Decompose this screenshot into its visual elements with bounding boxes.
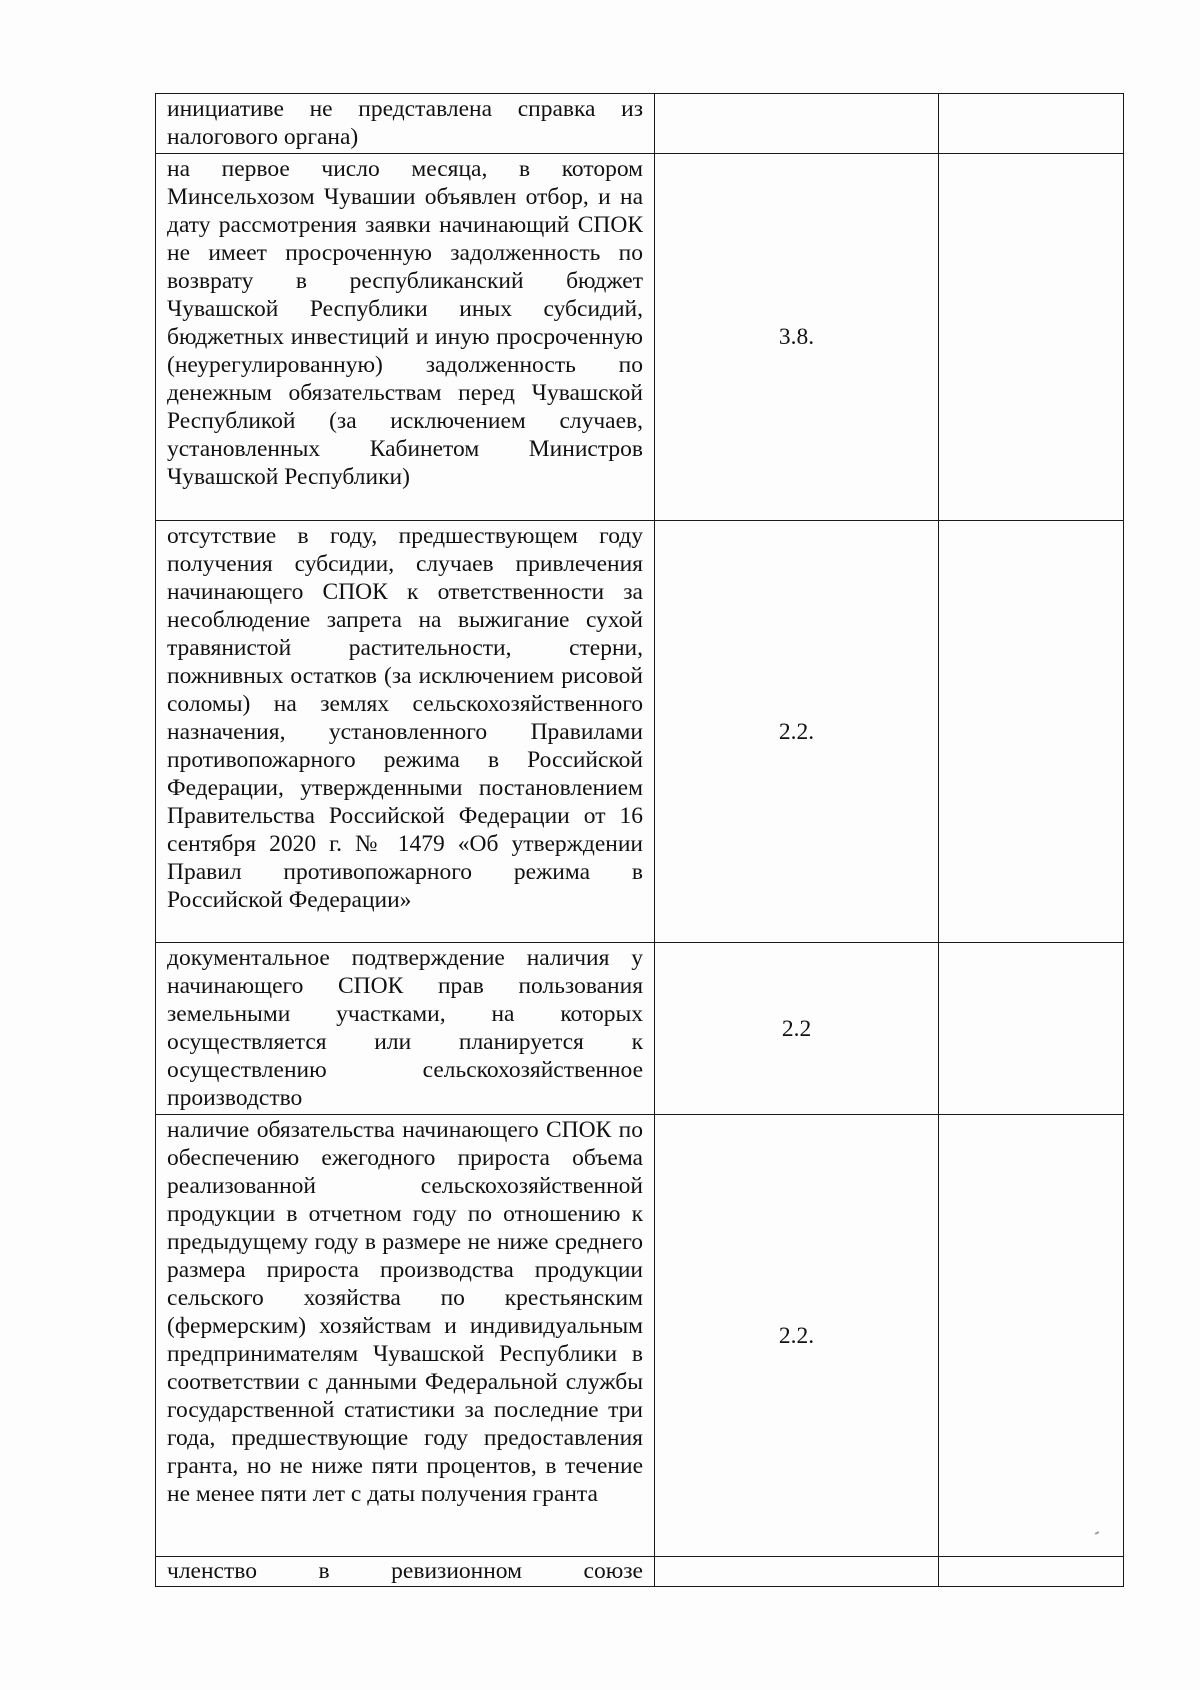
clause-cell [655, 154, 939, 521]
clause-text: 2.2 [781, 1015, 812, 1042]
table-row [156, 1557, 1124, 1587]
mark-cell [939, 1115, 1124, 1557]
requirement-text: отсутствие в году, предшествующем году получения субсидии, случаев привлечения начинающего СПОК к ответственности за несоблюдение запрета на выжигание сухой травянистой растительности, стерни, пожнивных остатков (за исключением рисовой соломы) на землях сельскохозяйственного назначения, установленного Правилами противопожарного режима в Российской Федерации, утвержденными постановлением Правительства Российской Федерации от 16 сентября 2020 г. № 1479 «Об утверждении Правил противопожарного режима в Российской Федерации» [167, 523, 643, 913]
table-row [156, 521, 1124, 943]
mark-cell [939, 154, 1124, 521]
requirement-text: на первое число месяца, в котором Минсельхозом Чувашии объявлен отбор, и на дату рассмотрения заявки начинающий СПОК не имеет просроченную задолженность по возврату в республиканский бюджет Чувашской Республики иных субсидий, бюджетных инвестиций и иную просроченную (неурегулированную) задолженность по денежным обязательствам перед Чувашской Республикой (за исключением случаев, установленных Кабинетом Министров Чувашской Республики) [167, 156, 643, 490]
requirement-cell [156, 154, 655, 521]
mark-cell [939, 521, 1124, 943]
clause-cell [655, 94, 939, 154]
table-row [156, 1115, 1124, 1557]
requirement-cell [156, 521, 655, 943]
requirement-cell [156, 94, 655, 154]
requirement-cell [156, 1115, 655, 1557]
requirements-table [155, 93, 1124, 1587]
mark-cell [939, 94, 1124, 154]
mark-cell [939, 943, 1124, 1115]
requirement-cell [156, 1557, 655, 1587]
clause-text: 2.2. [778, 1322, 815, 1349]
mark-cell [939, 1557, 1124, 1587]
table-row [156, 94, 1124, 154]
clause-text: 3.8. [778, 324, 815, 350]
requirement-text: инициативе не представлена справка из налогового органа) [167, 96, 643, 150]
requirement-text: наличие обязательства начинающего СПОК по обеспечению ежегодного прироста объема реализованной сельскохозяйственной продукции в отчетном году по отношению к предыдущему году в размере не ниже среднего размера прироста производства продукции сельского хозяйства по крестьянским (фермерским) хозяйствам и индивидуальным предпринимателям Чувашской Республики в соответствии с данными Федеральной службы государственной статистики за последние три года, предшествующие году предоставления гранта, но не ниже пяти процентов, в течение не менее пяти лет с даты получения гранта [167, 1117, 643, 1507]
table-row [156, 154, 1124, 521]
clause-cell [655, 1115, 939, 1557]
requirement-text: документальное подтверждение наличия у начинающего СПОК прав пользования земельными участками, на которых осуществляется или планируется к осуществлению сельскохозяйственное производство [167, 945, 643, 1111]
requirement-cell [156, 943, 655, 1115]
clause-cell [655, 1557, 939, 1587]
clause-cell [655, 521, 939, 943]
clause-cell [655, 943, 939, 1115]
requirement-text: членство в ревизионном союзе [167, 1558, 643, 1584]
table-row [156, 943, 1124, 1115]
clause-text: 2.2. [778, 718, 815, 745]
